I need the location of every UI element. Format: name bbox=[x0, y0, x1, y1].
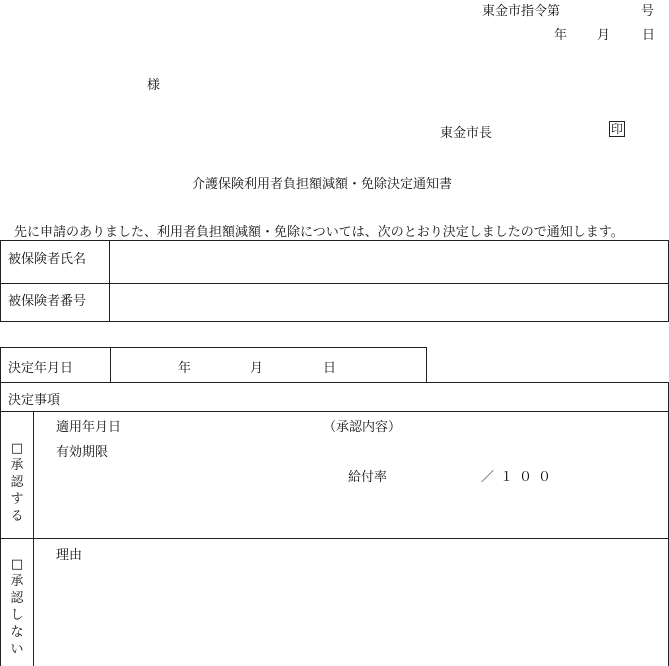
decision-day: 日 bbox=[323, 361, 337, 376]
decision-month: 月 bbox=[250, 361, 264, 376]
insured-name-field[interactable] bbox=[112, 243, 664, 281]
seal-mark: 印 bbox=[610, 122, 623, 136]
insured-name-label: 被保険者氏名 bbox=[8, 252, 87, 267]
document-title: 介護保険利用者負担額減額・免除決定通知書 bbox=[192, 177, 453, 192]
header-year: 年 bbox=[554, 28, 568, 43]
insured-number-label: 被保険者番号 bbox=[8, 294, 87, 309]
intro-text: 先に申請のありました、利用者負担額減額・免除については、次のとおり決定しましたので通知します。 bbox=[14, 225, 624, 240]
decision-year: 年 bbox=[178, 361, 192, 376]
approve-reject-divider bbox=[0, 538, 669, 539]
insured-table-col-divider bbox=[109, 240, 110, 322]
header-day: 日 bbox=[642, 28, 656, 43]
header-month: 月 bbox=[597, 28, 611, 43]
apply-date-label: 適用年月日 bbox=[56, 420, 122, 435]
decision-date-label: 決定年月日 bbox=[8, 361, 74, 376]
number-suffix: 号 bbox=[641, 4, 655, 19]
directive-number-label: 東金市指令第 bbox=[482, 4, 561, 19]
benefit-rate-value: ／１００ bbox=[481, 470, 558, 485]
approval-content-label: （承認内容） bbox=[323, 420, 402, 435]
insured-table-divider bbox=[0, 283, 669, 284]
insured-number-field[interactable] bbox=[112, 286, 664, 320]
benefit-rate-label: 給付率 bbox=[348, 470, 388, 485]
decision-matters-header-divider bbox=[0, 411, 669, 412]
issuer-name: 東金市長 bbox=[440, 126, 493, 141]
decision-matters-label: 決定事項 bbox=[8, 393, 61, 408]
addressee-suffix: 様 bbox=[147, 78, 161, 93]
reject-checkbox-label[interactable]: □ 承 認 し な い bbox=[10, 557, 24, 657]
reason-label: 理由 bbox=[56, 548, 83, 563]
approve-checkbox-label[interactable]: □ 承 認 す る bbox=[10, 441, 24, 524]
valid-period-label: 有効期限 bbox=[56, 445, 109, 460]
decision-date-col-divider bbox=[110, 347, 111, 383]
